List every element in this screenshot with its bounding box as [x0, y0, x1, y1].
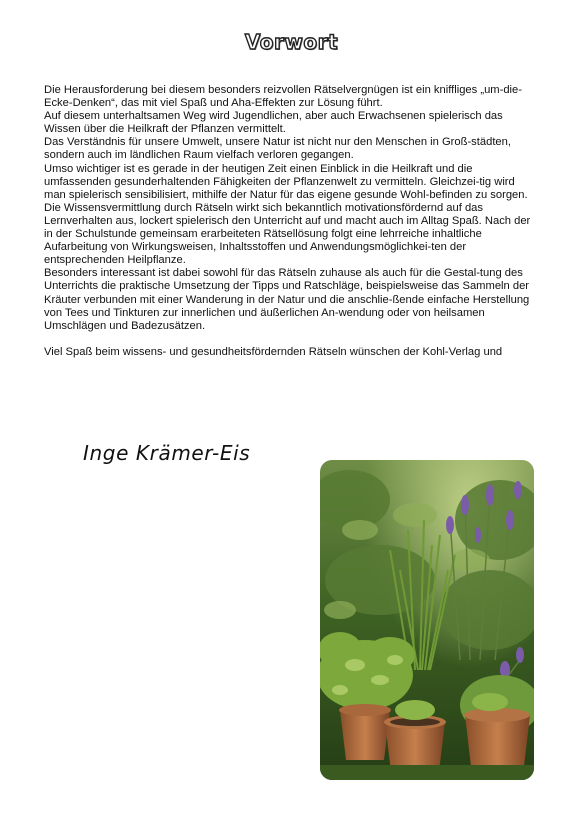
paragraph: Die Herausforderung bei diesem besonders reizvollen Rätselvergnügen ist ein kniffliges „um-die-Ecke-Denken“, das mit viel Spaß und Aha-Effekten zur Lösung führt. [44, 84, 522, 110]
author-signature: Inge Krämer-Eis [83, 441, 251, 465]
paragraph: Umso wichtiger ist es gerade in der heutigen Zeit einen Einblick in die Heilkraft und die umfassenden gesunderhaltenden Fähigkeiten der Pflanzenwelt zu vermitteln. Gleichzei-tig wird man spielerisch sensibilisiert, mithilfe der Natur für das eigene gesunde Wohl-befinden zu sorgen. [44, 162, 528, 201]
paragraph: Die Wissensvermittlung durch Rätseln wirkt sich bekanntlich motivationsfördernd auf das Lernverhalten aus, lockert spielerisch den Unterricht auf und macht auch im Alltag Spaß. Nach der in der Schulstunde gemeinsam erarbeiteten Rätsellösung folgt eine lehrreiche inhaltliche Aufarbeitung von Wirkungsweisen, Inhaltsstoffen und Anwendungsmöglichkei-ten der entsprechenden Heilpflanze. [44, 201, 531, 267]
paragraph-spacer [44, 333, 534, 346]
closing-paragraph: Viel Spaß beim wissens- und gesundheitsfördernden Rätseln wünschen der Kohl-Verlag und [44, 345, 503, 358]
paragraph: Auf diesem unterhaltsamen Weg wird Jugendlichen, aber auch Erwachsenen spielerisch das Wissen über die Heilkraft der Pflanzen vermittelt. [44, 110, 503, 136]
body-text [44, 84, 534, 359]
paragraph: Besonders interessant ist dabei sowohl für das Rätseln zuhause als auch für die Gestal-tung des Unterrichts die praktische Umsetzung der Tipps und Ratschläge, beispielsweise das Sammeln der Kräuter verbunden mit einer Wanderung in der Natur und die anschlie-ßende einfache Herstellung von Tees und Tinkturen zur innerlichen und äußerlichen An-wendung oder von heilsamen Umschlägen und Badezusätzen. [44, 267, 530, 332]
herb-pots-photo [320, 460, 534, 780]
paragraph: Das Verständnis für unsere Umwelt, unsere Natur ist nicht nur den Menschen in Groß-städten, sondern auch im ländlichen Raum vielfach verloren gegangen. [44, 136, 511, 162]
page-title: Vorwort [244, 30, 339, 54]
